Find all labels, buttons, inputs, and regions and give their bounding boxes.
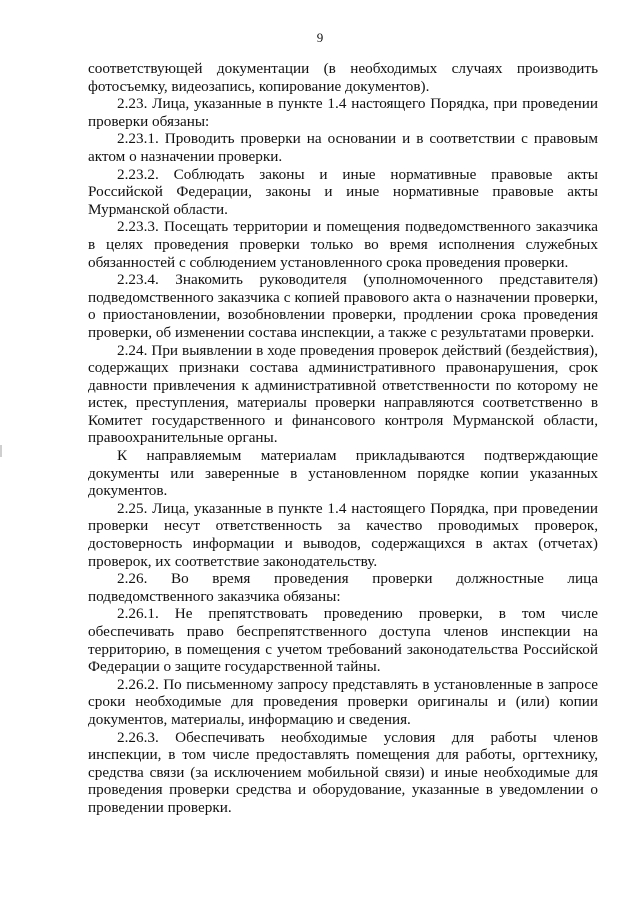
paragraph-2-23-3: 2.23.3. Посещать территории и помещения подведомственного заказчика в целях проведения проверки только во время исполнения служебных обязанностей с соблюдением установленного срока проведения проверки. — [88, 218, 598, 271]
paragraph-2-23-1: 2.23.1. Проводить проверки на основании и в соответствии с правовым актом о назначении проверки. — [88, 130, 598, 165]
paragraph-2-24: 2.24. При выявлении в ходе проведения проверок действий (бездействия), содержащих признаки состава административного правонарушения, срок давности привлечения к административной ответственности по которому не истек, преступления, материалы проверки направляются соответственно в Комитет государственного и финансового контроля Мурманской области, правоохранительные органы. — [88, 341, 598, 447]
paragraph-continuation: соответствующей документации (в необходимых случаях производить фотосъемку, видеозапись, копирование документов). — [88, 60, 598, 95]
paragraph-2-26-3: 2.26.3. Обеспечивать необходимые условия для работы членов инспекции, в том числе предоставлять помещения для работы, оргтехнику, средства связи (за исключением мобильной связи) и иные необходимые для проведения проверки средства и оборудование, указанные в уведомлении о проведении проверки. — [88, 728, 598, 816]
scan-margin-mark — [0, 445, 2, 457]
document-body — [88, 60, 598, 817]
paragraph-2-25: 2.25. Лица, указанные в пункте 1.4 настоящего Порядка, при проведении проверки несут ответственность за качество проводимых проверок, достоверность информации и выводов, содержащихся в актах (отчетах) проверок, их соответствие законодательству. — [88, 499, 598, 570]
paragraph-2-26-1: 2.26.1. Не препятствовать проведению проверки, в том числе обеспечивать право беспрепятственного доступа членов инспекции на территорию, в помещения с учетом требований законодательства Российской Федерации о защите государственной тайны. — [88, 605, 598, 676]
page-number: 9 — [316, 30, 324, 45]
paragraph-2-23: 2.23. Лица, указанные в пункте 1.4 настоящего Порядка, при проведении проверки обязаны: — [88, 95, 598, 130]
paragraph-2-23-2: 2.23.2. Соблюдать законы и иные нормативные правовые акты Российской Федерации, законы и иные нормативные правовые акты Мурманской области. — [88, 165, 598, 218]
paragraph-attachments: К направляемым материалам прикладываются подтверждающие документы или заверенные в установленном порядке копии указанных документов. — [88, 447, 598, 500]
paragraph-2-26-2: 2.26.2. По письменному запросу представлять в установленные в запросе сроки необходимые для проведения проверки оригиналы и (или) копии документов, материалы, информацию и сведения. — [88, 675, 598, 728]
paragraph-2-23-4: 2.23.4. Знакомить руководителя (уполномоченного представителя) подведомственного заказчика с копией правового акта о назначении проверки, о приостановлении, возобновлении проверки, продлении срока проведения проверки, об изменении состава инспекции, а также с результатами проверки. — [88, 271, 598, 341]
paragraph-2-26: 2.26. Во время проведения проверки должностные лица подведомственного заказчика обязаны: — [88, 570, 598, 605]
